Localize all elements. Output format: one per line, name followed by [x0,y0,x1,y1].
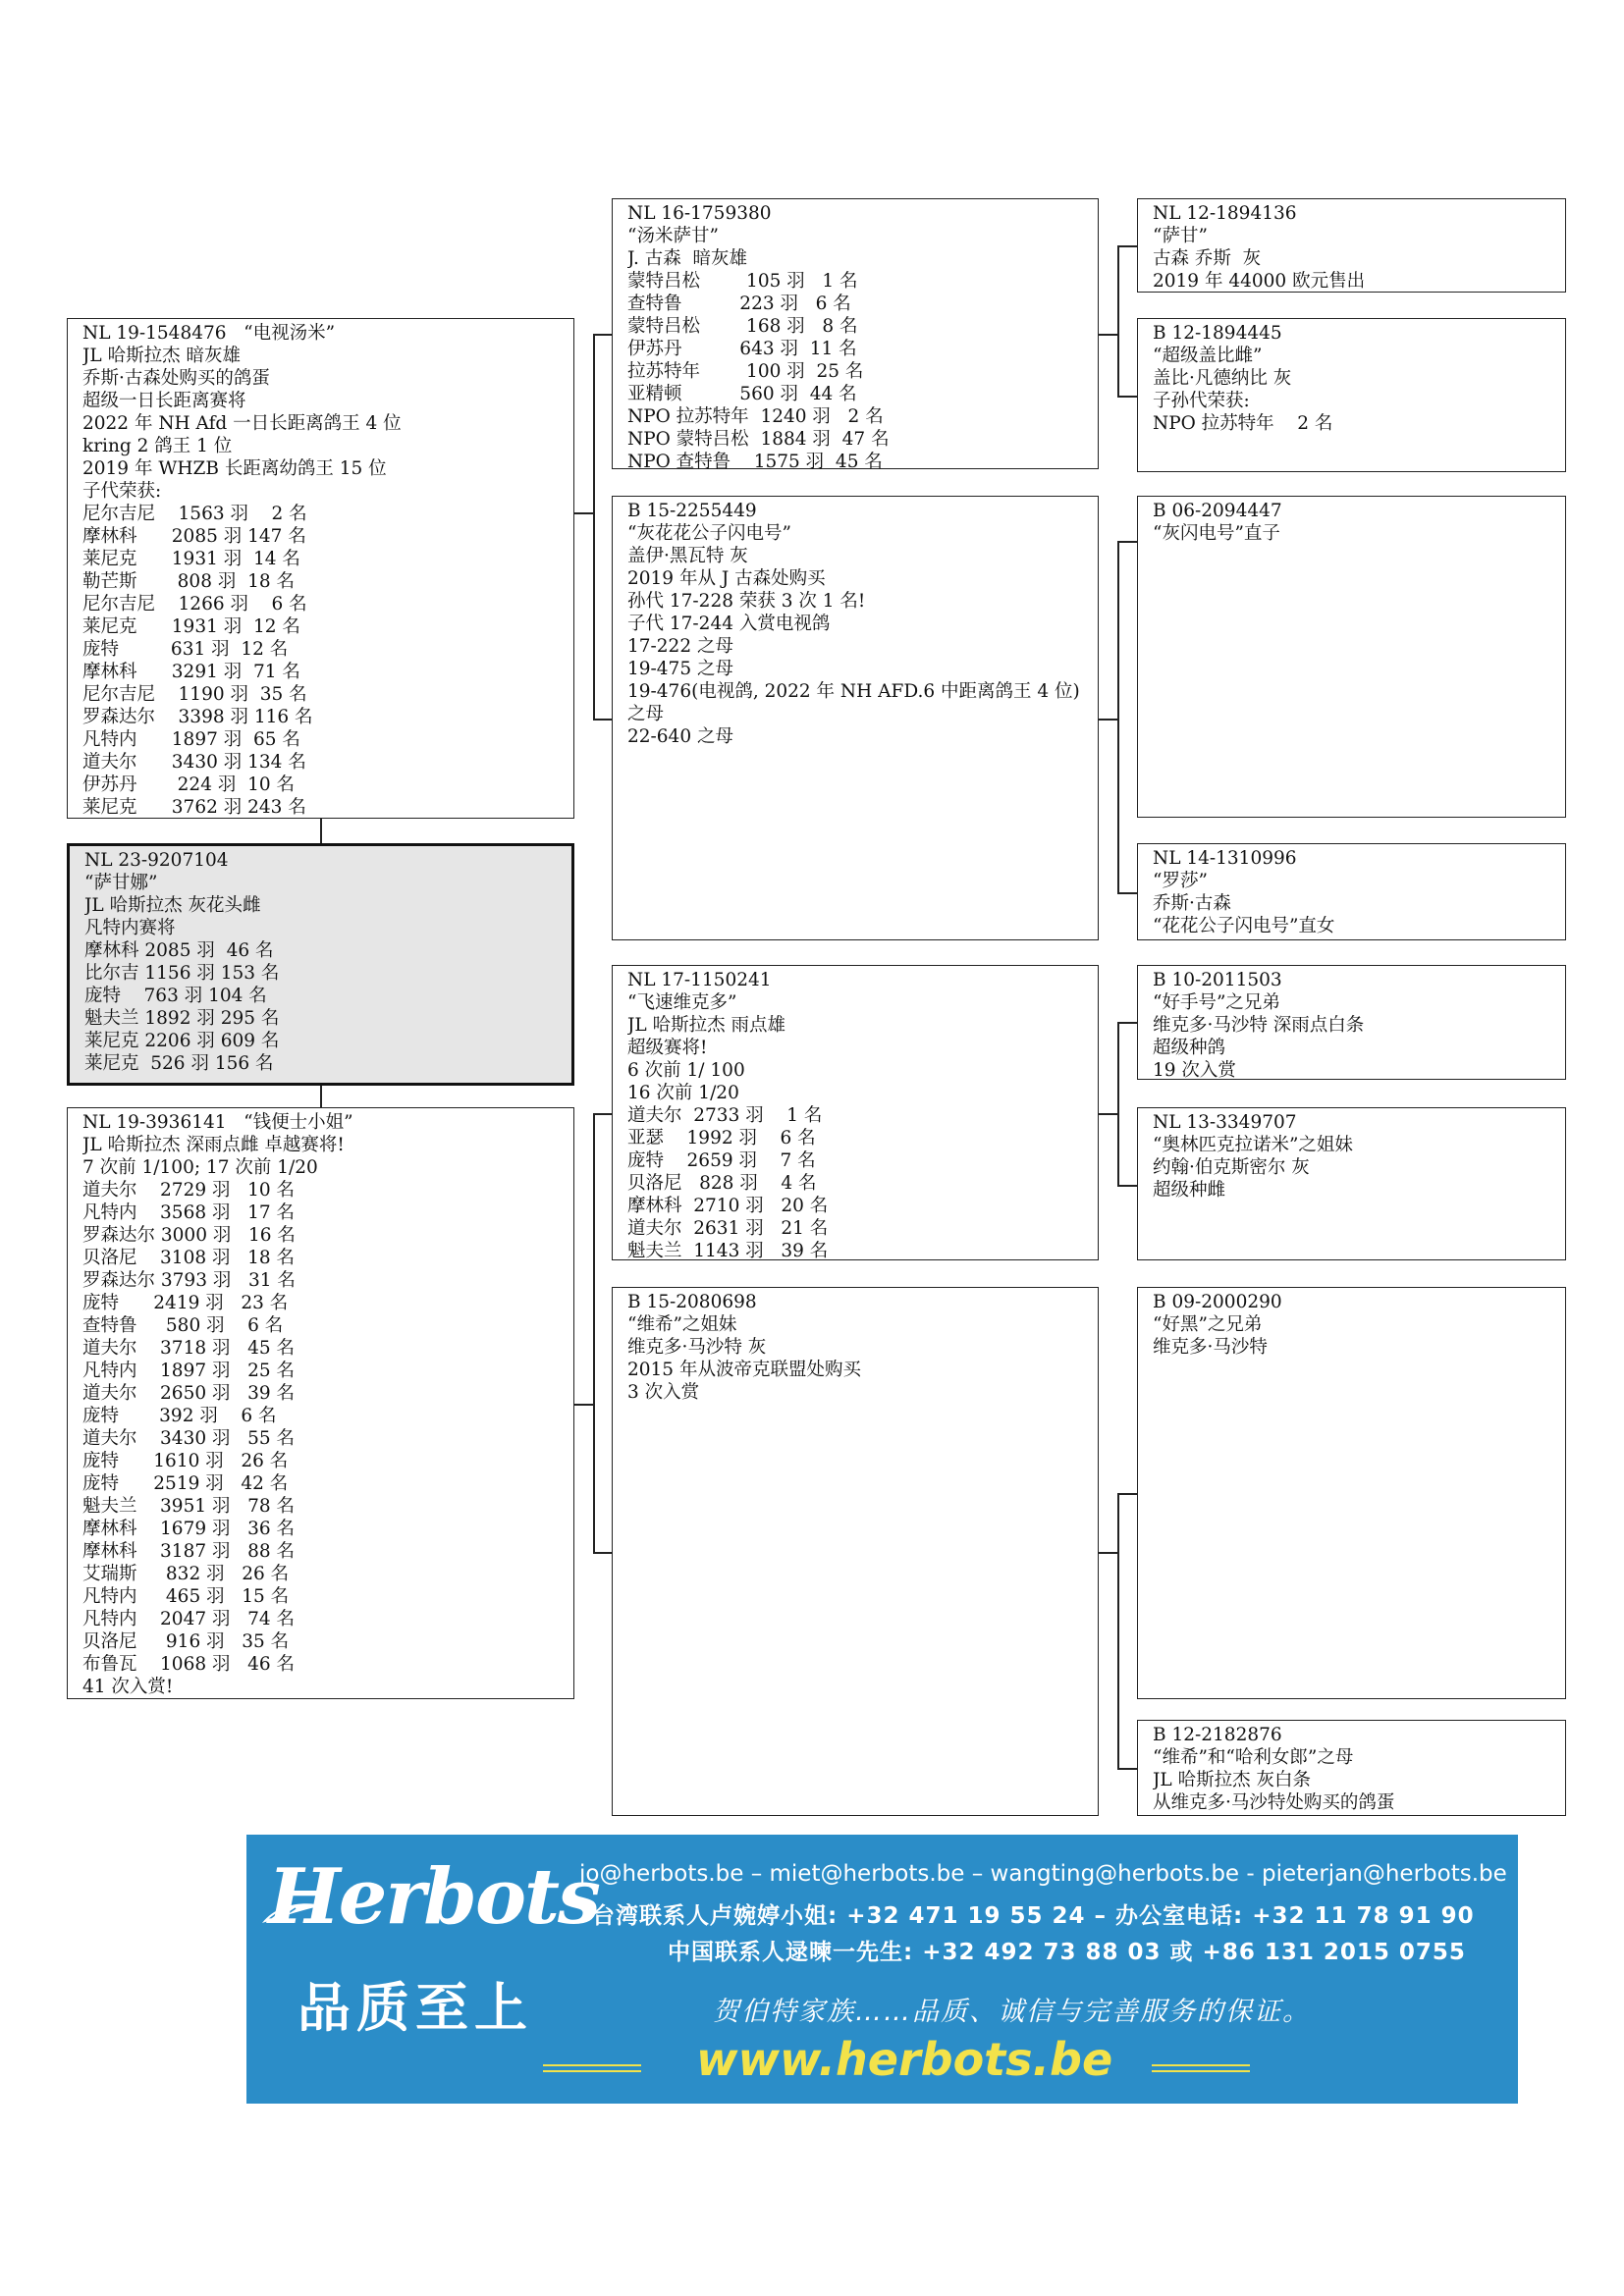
card-line: 22-640 之母 [627,726,733,747]
card-line: 蒙特吕松 105 羽 1 名 [627,271,858,292]
card-line: 摩林科 1679 羽 36 名 [82,1519,296,1539]
card-line: 伊苏丹 224 羽 10 名 [82,774,296,795]
card-line: 16 次前 1/20 [627,1083,739,1103]
card-line: 布鲁瓦 1068 羽 46 名 [82,1654,296,1675]
herbots-banner [246,1835,1518,2104]
connector [1117,1768,1137,1770]
card-line: 道夫尔 2631 羽 21 名 [627,1218,829,1239]
card-line: 凡特内赛将 [84,918,176,938]
card-line: “超级盖比雌” [1153,346,1263,366]
connector [320,1086,322,1107]
card-line: 超级一日长距离赛将 [82,391,246,411]
card-line: 2019 年从 J 古森处购买 [627,568,826,589]
card-line: “好黑”之兄弟 [1153,1314,1263,1335]
connector [1117,1022,1137,1024]
card-line: 摩林科 2085 羽 46 名 [84,940,274,961]
card-line: B 12-1894445 [1153,323,1282,344]
card-line: 庞特 392 羽 6 名 [82,1406,277,1426]
dam-dam-dam-card [1137,1720,1566,1816]
sire-dam-card [612,496,1099,940]
card-line: NL 23-9207104 [84,850,229,871]
connector [1099,719,1117,721]
card-line: 从维克多·马沙特处购买的鸽蛋 [1153,1792,1395,1813]
card-line: 摩林科 2710 羽 20 名 [627,1196,829,1216]
card-line: 子代 17-244 入赏电视鸽 [627,614,831,634]
card-line: 3 次入赏 [627,1382,700,1403]
card-line: 尼尔吉尼 1563 羽 2 名 [82,504,307,524]
card-line: NL 17-1150241 [627,970,772,990]
connector [1099,1552,1117,1554]
card-line: B 12-2182876 [1153,1725,1282,1745]
card-line: 超级种鸽 [1153,1038,1226,1058]
card-line: B 10-2011503 [1153,970,1282,990]
card-line: B 09-2000290 [1153,1292,1282,1312]
card-line: 蒙特吕松 168 羽 8 名 [627,316,858,337]
card-line: J. 古森 暗灰雄 [627,248,748,269]
card-line: 道夫尔 2650 羽 39 名 [82,1383,296,1404]
card-line: 庞特 631 羽 12 名 [82,639,289,660]
card-line: JL 哈斯拉杰 灰花头雌 [84,895,261,916]
card-line: 盖伊·黑瓦特 灰 [627,546,748,566]
card-line: 孙代 17-228 荣获 3 次 1 名! [627,591,866,612]
card-line: 亚瑟 1992 羽 6 名 [627,1128,816,1148]
card-line: 魁夫兰 1892 羽 295 名 [84,1008,280,1029]
dam-dam-card [612,1287,1099,1816]
card-line: 庞特 2659 羽 7 名 [627,1150,816,1171]
card-line: 艾瑞斯 832 羽 26 名 [82,1564,290,1584]
connector [1117,892,1137,894]
china-contact: 中国联系人逯暕一先生: +32 492 73 88 03 或 +86 131 2015 0755 [668,1940,1466,1965]
card-line: “维希”和“哈利女郎”之母 [1153,1747,1354,1768]
card-line: 罗森达尔 3398 羽 116 名 [82,707,313,727]
card-line: 道夫尔 2729 羽 10 名 [82,1180,296,1201]
card-line: 罗森达尔 3793 羽 31 名 [82,1270,296,1291]
card-line: 查特鲁 580 羽 6 名 [82,1315,284,1336]
card-line: NL 16-1759380 [627,203,772,224]
card-line: “罗莎” [1153,871,1208,891]
card-line: 凡特内 3568 羽 17 名 [82,1202,296,1223]
sire-sire-dam-card [1137,318,1566,472]
card-line: 尼尔吉尼 1190 羽 35 名 [82,684,307,705]
card-line: 2022 年 NH Afd 一日长距离鸽王 4 位 [82,413,402,434]
sire-dam-dam-card [1137,843,1566,940]
card-line: NL 14-1310996 [1153,848,1297,869]
card-line: 庞特 763 羽 104 名 [84,986,267,1006]
card-line: “灰闪电号”直子 [1153,523,1280,544]
connector [1117,1493,1137,1495]
connector [593,1113,612,1115]
dam-sire-dam-card [1137,1107,1566,1260]
connector [1117,396,1137,398]
card-line: 庞特 2419 羽 23 名 [82,1293,289,1313]
connector [1099,1113,1117,1115]
card-line: 6 次前 1/ 100 [627,1060,745,1081]
card-line: 摩林科 3187 羽 88 名 [82,1541,296,1562]
connector [593,719,612,721]
herbots-logo: Herbots [268,1852,599,1942]
card-line: 莱尼克 3762 羽 243 名 [82,797,306,818]
connector [320,819,322,843]
connector [574,1404,593,1406]
card-line: 超级赛将! [627,1038,708,1058]
card-line: 庞特 1610 羽 26 名 [82,1451,289,1471]
card-line: 勒芒斯 808 羽 18 名 [82,571,296,592]
card-line: 乔斯·古森处购买的鸽蛋 [82,368,270,389]
card-line: B 15-2080698 [627,1292,757,1312]
card-line: “奥林匹克拉诺米”之姐妹 [1153,1135,1353,1155]
connector [1117,1185,1137,1187]
sire-card [67,318,574,819]
card-line: 41 次入赏! [82,1677,174,1697]
card-line: 魁夫兰 3951 羽 78 名 [82,1496,296,1517]
card-line: B 06-2094447 [1153,501,1282,521]
taiwan-contact: 台湾联系人卢婉婷小姐: +32 471 19 55 24 – 办公室电话: +32 11 78 91 90 [592,1903,1475,1929]
dam-dam-sire-card [1137,1287,1566,1699]
card-line: NPO 蒙特吕松 1884 羽 47 名 [627,429,890,450]
card-line: 2019 年 WHZB 长距离幼鸽王 15 位 [82,458,387,479]
connector [593,334,595,719]
card-line: 庞特 2519 羽 42 名 [82,1473,289,1494]
decor-line-right [1152,2064,1250,2072]
card-line: 查特鲁 223 羽 6 名 [627,294,851,314]
card-line: NPO 拉苏特年 2 名 [1153,413,1333,434]
card-line: 贝洛尼 3108 羽 18 名 [82,1248,296,1268]
card-line: 子代荣获: [82,481,162,502]
card-line: JL 哈斯拉杰 暗灰雄 [82,346,241,366]
connector [1117,541,1119,892]
card-line: 盖比·凡德纳比 灰 [1153,368,1292,389]
dam-sire-sire-card [1137,965,1566,1080]
card-line: “花花公子闪电号”直女 [1153,916,1335,936]
card-line: 凡特内 465 羽 15 名 [82,1586,290,1607]
card-line: 道夫尔 3430 羽 55 名 [82,1428,296,1449]
card-line: 摩林科 2085 羽 147 名 [82,526,306,547]
connector [1099,334,1117,336]
card-line: 摩林科 3291 羽 71 名 [82,662,300,682]
card-line: NL 19-1548476 “电视汤米” [82,323,336,344]
tagline: 品质至上 [298,1977,533,2039]
card-line: 2019 年 44000 欧元售出 [1153,271,1366,292]
card-line: “萨甘娜” [84,873,158,893]
connector [574,512,593,514]
card-line: NL 12-1894136 [1153,203,1297,224]
card-line: B 15-2255449 [627,501,757,521]
card-line: 凡特内 1897 羽 65 名 [82,729,300,750]
connector [1117,1493,1119,1768]
card-line: 19 次入赏 [1153,1060,1236,1081]
card-line: 莱尼克 526 羽 156 名 [84,1053,274,1074]
sire-dam-sire-card [1137,496,1566,818]
card-line: 比尔吉 1156 羽 153 名 [84,963,280,984]
card-line: 尼尔吉尼 1266 羽 6 名 [82,594,307,614]
card-line: 贝洛尼 828 羽 4 名 [627,1173,817,1194]
card-line: JL 哈斯拉杰 雨点雄 [627,1015,785,1036]
card-line: JL 哈斯拉杰 灰白条 [1153,1770,1311,1790]
connector [1117,1022,1119,1185]
card-line: 之母 [627,704,665,724]
card-line: NL 13-3349707 [1153,1112,1297,1133]
slogan: 贺伯特家族……品质、诚信与完善服务的保证。 [713,1997,1311,2027]
card-line: NPO 拉苏特年 1240 羽 2 名 [627,406,884,427]
card-line: 道夫尔 2733 羽 1 名 [627,1105,823,1126]
card-line: 维克多·马沙特 深雨点白条 [1153,1015,1365,1036]
subject-card [67,843,574,1086]
website-link[interactable]: www.herbots.be [696,2033,1113,2086]
card-line: 道夫尔 3430 羽 134 名 [82,752,306,773]
card-line: 维克多·马沙特 灰 [627,1337,767,1358]
card-line: 维克多·马沙特 [1153,1337,1268,1358]
card-line: kring 2 鸽王 1 位 [82,436,233,456]
card-line: 伊苏丹 643 羽 11 名 [627,339,857,359]
card-line: “飞速维克多” [627,992,737,1013]
card-line: “好手号”之兄弟 [1153,992,1280,1013]
connector [1117,541,1137,543]
sire-sire-card [612,198,1099,472]
card-line: “萨甘” [1153,226,1208,246]
card-line: 罗森达尔 3000 羽 16 名 [82,1225,296,1246]
card-line: NPO 查特鲁 1575 羽 45 名 [627,452,883,472]
card-line: 莱尼克 1931 羽 14 名 [82,549,300,569]
card-line: “维希”之姐妹 [627,1314,737,1335]
connector [593,1552,612,1554]
card-line: 19-475 之母 [627,659,733,679]
card-line: 莱尼克 1931 羽 12 名 [82,616,300,637]
card-line: 2015 年从波帝克联盟处购买 [627,1360,861,1380]
card-line: 莱尼克 2206 羽 609 名 [84,1031,280,1051]
card-line: 凡特内 1897 羽 25 名 [82,1361,296,1381]
card-line: 超级种雌 [1153,1180,1226,1201]
card-line: 子孙代荣获: [1153,391,1250,411]
card-line: NL 19-3936141 “钱便士小姐” [82,1112,353,1133]
connector [593,1113,595,1552]
dam-sire-card [612,965,1099,1260]
connector [1117,245,1119,396]
card-line: 拉苏特年 100 羽 25 名 [627,361,864,382]
card-line: 亚精顿 560 羽 44 名 [627,384,857,404]
connector [1117,245,1137,247]
dam-card [67,1107,574,1699]
card-line: 魁夫兰 1143 羽 39 名 [627,1241,829,1261]
card-line: 古森 乔斯 灰 [1153,248,1262,269]
card-line: 17-222 之母 [627,636,733,657]
card-line: 7 次前 1/100; 17 次前 1/20 [82,1157,318,1178]
card-line: “汤米萨甘” [627,226,719,246]
connector [593,334,612,336]
card-line: 凡特内 2047 羽 74 名 [82,1609,296,1629]
card-line: 贝洛尼 916 羽 35 名 [82,1631,290,1652]
card-line: 约翰·伯克斯密尔 灰 [1153,1157,1310,1178]
card-line: 乔斯·古森 [1153,893,1231,914]
email-contacts[interactable]: jo@herbots.be – miet@herbots.be – wangting@herbots.be - pieterjan@herbots.be [579,1861,1507,1887]
decor-line-left [543,2064,641,2072]
card-line: 19-476(电视鸽, 2022 年 NH AFD.6 中距离鸽王 4 位) [627,681,1080,702]
sire-sire-sire-card [1137,198,1566,293]
card-line: JL 哈斯拉杰 深雨点雌 卓越赛将! [82,1135,345,1155]
card-line: 道夫尔 3718 羽 45 名 [82,1338,296,1359]
card-line: “灰花花公子闪电号” [627,523,791,544]
